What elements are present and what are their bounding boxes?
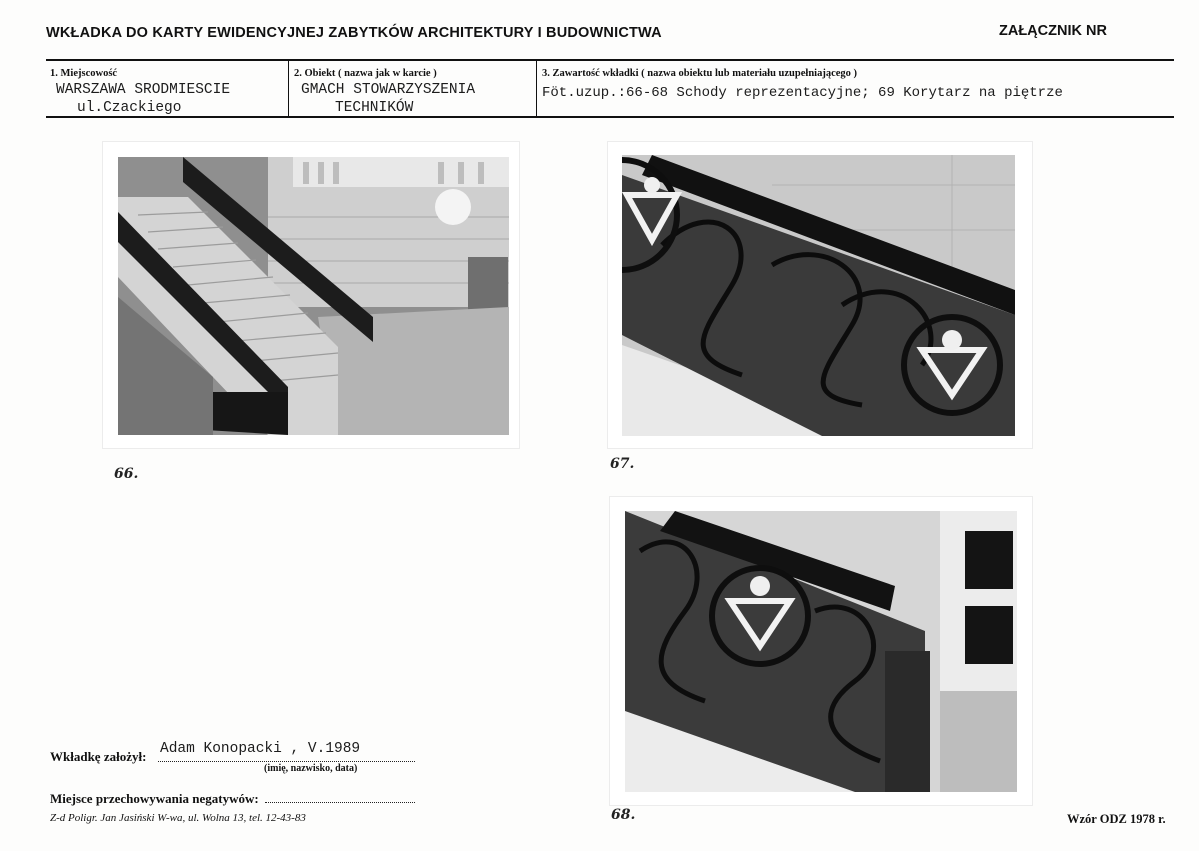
header-rule-bottom — [46, 116, 1174, 118]
founder-line — [158, 743, 415, 762]
founder-hint: (imię, nazwisko, data) — [264, 763, 358, 774]
photo-number-66: 66. — [114, 466, 139, 482]
photo-card-66 — [103, 142, 519, 448]
form-code: Wzór ODZ 1978 r. — [1067, 812, 1166, 826]
photo-number-68: 68. — [611, 807, 636, 823]
place-value-line1: WARSZAWA SRODMIESCIE — [56, 82, 231, 98]
photo-staircase — [118, 157, 509, 435]
object-label: 2. Obiekt ( nazwa jak w karcie ) — [294, 68, 437, 79]
place-label: 1. Miejscowość — [50, 68, 118, 79]
photo-number-67: 67. — [610, 456, 635, 472]
photo-railing — [622, 155, 1015, 436]
header-rule-top — [46, 59, 1174, 61]
photo-railing-landing — [625, 511, 1017, 792]
founder-value: Adam Konopacki , V.1989 — [160, 741, 361, 757]
field-divider — [536, 61, 537, 116]
negatives-line — [265, 788, 415, 803]
field-divider — [288, 61, 289, 116]
contents-value: Föt.uzup.:66-68 Schody reprezentacyjne; 69 Korytarz na piętrze — [542, 85, 1063, 101]
photo-card-67 — [608, 142, 1032, 448]
place-value-line2: ul.Czackiego — [77, 100, 182, 116]
form-title: WKŁADKA DO KARTY EWIDENCYJNEJ ZABYTKÓW ARCHITEKTURY I BUDOWNICTWA — [46, 25, 662, 41]
photo-card-68 — [610, 497, 1032, 805]
object-value-line2: TECHNIKÓW — [335, 100, 414, 116]
negatives-label: Miejsce przechowywania negatywów: — [50, 791, 259, 806]
contents-label: 3. Zawartość wkładki ( nazwa obiektu lub materiału uzupełniającego ) — [542, 68, 858, 79]
printer-imprint: Z-d Poligr. Jan Jasiński W-wa, ul. Wolna 13, tel. 12-43-83 — [50, 812, 306, 824]
founder-label: Wkładkę założył: — [50, 749, 147, 764]
object-value-line1: GMACH STOWARZYSZENIA — [301, 82, 476, 98]
annex-label: ZAŁĄCZNIK NR — [999, 23, 1107, 39]
